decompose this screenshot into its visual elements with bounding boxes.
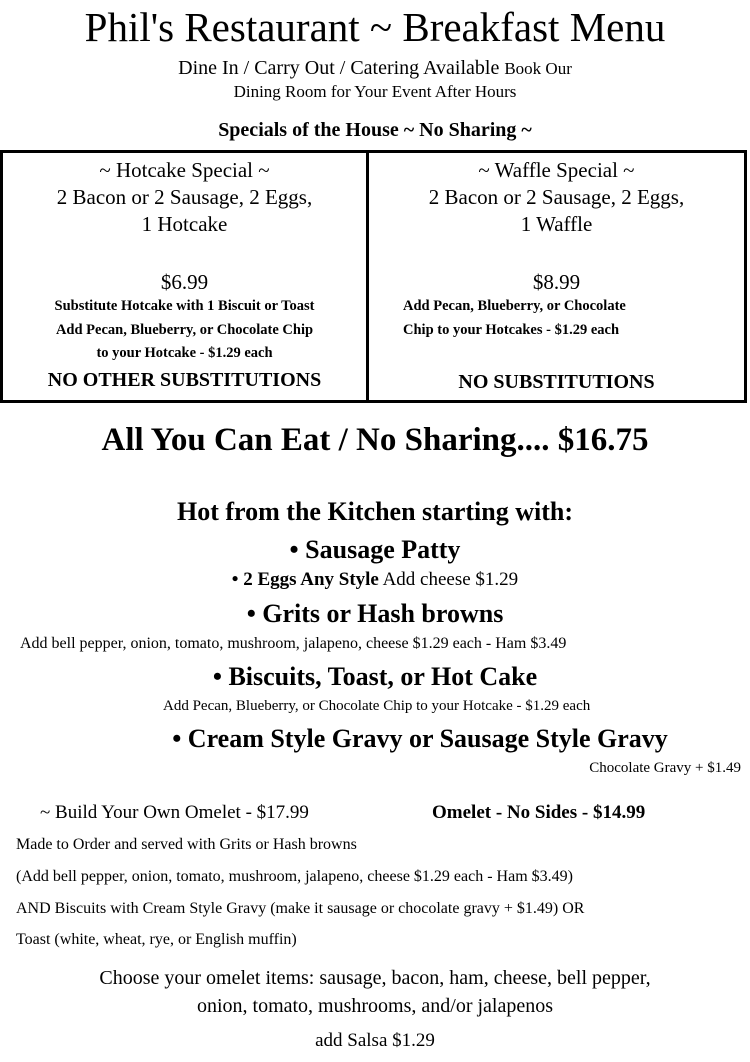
- omelet-no-sides-price: Omelet - No Sides - $14.99: [432, 802, 646, 823]
- waffle-special-title: ~ Waffle Special ~: [478, 158, 635, 182]
- omelet-items-line2: onion, tomato, mushrooms, and/or jalapenos: [196, 995, 554, 1017]
- waffle-special-box: [366, 150, 747, 403]
- specials-heading: Specials of the House ~ No Sharing ~: [218, 119, 532, 141]
- hotcake-special-box: [0, 150, 369, 403]
- hotcake-special-line2: 1 Hotcake: [141, 212, 228, 236]
- omelet-items-line1: Choose your omelet items: sausage, bacon, ham, cheese, bell pepper,: [99, 967, 651, 989]
- waffle-special-line2: 1 Waffle: [520, 212, 593, 236]
- menu-title: Phil's Restaurant ~ Breakfast Menu: [84, 4, 666, 50]
- chocolate-gravy-addon: Chocolate Gravy + $1.49: [589, 760, 741, 776]
- hotcake-special-title: ~ Hotcake Special ~: [99, 158, 270, 182]
- gravy-item: • Cream Style Gravy or Sausage Style Gravy: [172, 724, 668, 753]
- biscuits-addon: Add Pecan, Blueberry, or Chocolate Chip to your Hotcake - $1.29 each: [163, 698, 591, 714]
- dining-room-note: Dining Room for Your Event After Hours: [233, 82, 517, 101]
- hotcake-special-note3: to your Hotcake - $1.29 each: [96, 345, 273, 361]
- hotcake-special-note2: Add Pecan, Blueberry, or Chocolate Chip: [55, 322, 314, 338]
- grits-addon: Add bell pepper, onion, tomato, mushroom, jalapeno, cheese $1.29 each - Ham $3.49: [20, 635, 567, 652]
- omelet-description-line2: (Add bell pepper, onion, tomato, mushroom, jalapeno, cheese $1.29 each - Ham $3.49): [16, 868, 573, 885]
- eggs-item: [0, 568, 750, 592]
- waffle-special-note1: Add Pecan, Blueberry, or Chocolate: [403, 298, 626, 314]
- eggs-item-label: • 2 Eggs Any Style: [231, 569, 379, 590]
- hotcake-special-line1: 2 Bacon or 2 Sausage, 2 Eggs,: [56, 185, 313, 209]
- build-omelet-price: ~ Build Your Own Omelet - $17.99: [40, 802, 309, 823]
- hot-kitchen-heading: Hot from the Kitchen starting with:: [177, 497, 573, 526]
- salsa-addon: add Salsa $1.29: [315, 1030, 435, 1051]
- omelet-description-line3: AND Biscuits with Cream Style Gravy (make it sausage or chocolate gravy + $1.49) OR: [16, 900, 585, 917]
- omelet-description-line1: Made to Order and served with Grits or Hash browns: [16, 836, 357, 853]
- waffle-special-note2: Chip to your Hotcakes - $1.29 each: [403, 322, 620, 338]
- sausage-patty-item: • Sausage Patty: [289, 535, 461, 564]
- grits-item: • Grits or Hash browns: [246, 599, 504, 628]
- hotcake-special-restriction: NO OTHER SUBSTITUTIONS: [47, 369, 322, 391]
- service-options-main: Dine In / Carry Out / Catering Available: [178, 57, 500, 79]
- waffle-special-line1: 2 Bacon or 2 Sausage, 2 Eggs,: [428, 185, 685, 209]
- waffle-special-restriction: NO SUBSTITUTIONS: [458, 371, 655, 393]
- hotcake-special-note1: Substitute Hotcake with 1 Biscuit or Toast: [54, 298, 315, 314]
- waffle-special-price: $8.99: [532, 270, 581, 294]
- omelet-description-line4: Toast (white, wheat, rye, or English muffin): [16, 931, 297, 948]
- eggs-item-addon: Add cheese $1.29: [378, 569, 519, 590]
- all-you-can-eat-headline: All You Can Eat / No Sharing.... $16.75: [101, 422, 649, 458]
- service-options: [0, 56, 750, 81]
- biscuits-item: • Biscuits, Toast, or Hot Cake: [212, 662, 538, 691]
- hotcake-special-price: $6.99: [160, 270, 209, 294]
- service-options-book: Book Our: [504, 59, 572, 78]
